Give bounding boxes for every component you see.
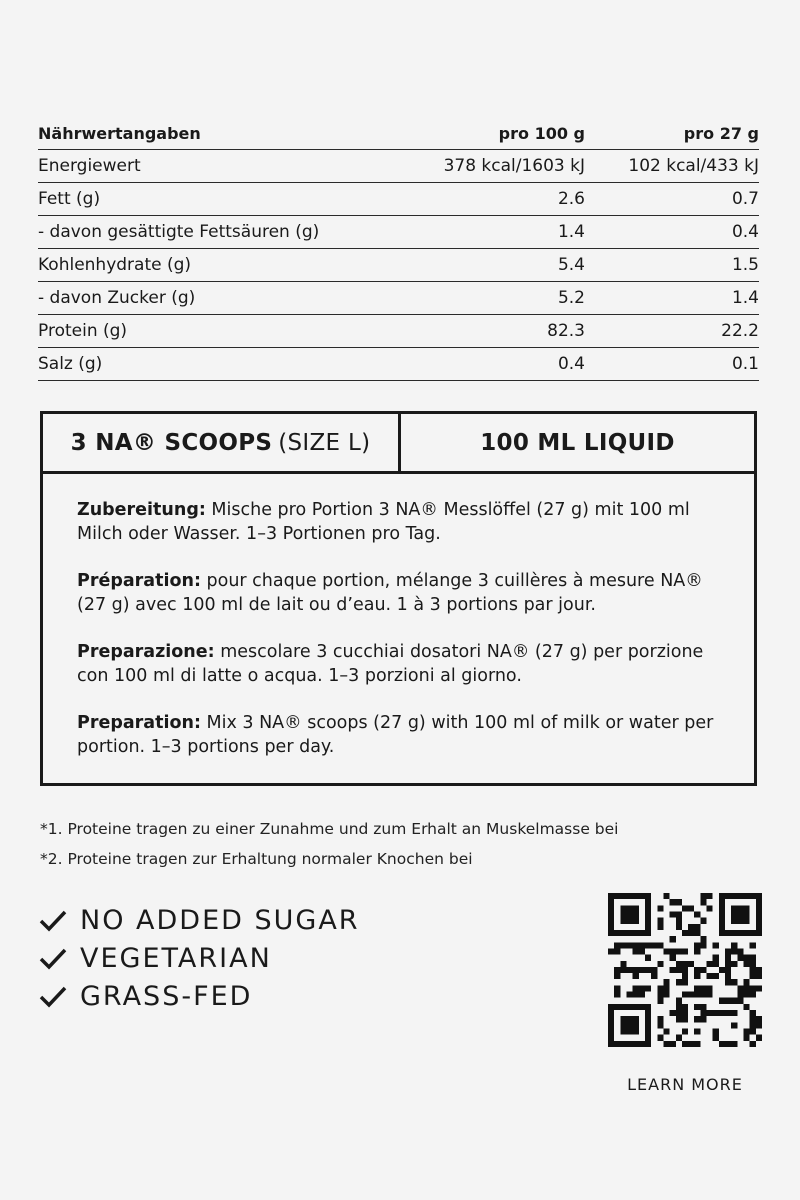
instruction-de: [77, 498, 720, 546]
nutrition-table: [38, 118, 759, 381]
nutrient-value-portion: 0.1: [585, 348, 759, 381]
nutrient-value-portion: 1.5: [585, 249, 759, 282]
table-row: [38, 183, 759, 216]
nutrient-value-100g: 5.2: [418, 282, 585, 315]
liquid-amount-cell: 100 ML LIQUID: [480, 429, 675, 456]
nutrient-value-100g: 378 kcal/1603 kJ: [418, 150, 585, 183]
claims-list: [38, 902, 360, 1016]
table-row: [38, 216, 759, 249]
nutrient-value-portion: 0.4: [585, 216, 759, 249]
claim-item: [38, 940, 360, 978]
nutrient-value-100g: 82.3: [418, 315, 585, 348]
nutrition-header-label: Nährwertangaben: [38, 118, 418, 150]
scoop-size-cell: [43, 414, 401, 471]
nutrient-name: - davon gesättigte Fettsäuren (g): [38, 216, 418, 249]
scoop-size: (SIZE L): [278, 429, 371, 456]
instruction-it: [77, 640, 720, 688]
claim-item: [38, 978, 360, 1016]
nutrient-value-portion: 102 kcal/433 kJ: [585, 150, 759, 183]
nutrient-name: Energiewert: [38, 150, 418, 183]
table-row: [38, 315, 759, 348]
instruction-text: mescolare 3 cucchiai dosatori NA® (27 g) per porzione con 100 ml di latte o acqua. 1–3 porzioni al giorno.: [77, 642, 704, 686]
nutrient-value-100g: 5.4: [418, 249, 585, 282]
instruction-text: pour chaque portion, mélange 3 cuillères à mesure NA® (27 g) avec 100 ml de lait ou d’eau. 1 à 3 portions par jour.: [77, 571, 703, 615]
instruction-label: Zubereitung:: [77, 500, 206, 520]
preparation-instructions: [43, 474, 754, 759]
claim-text: NO ADDED SUGAR: [80, 905, 360, 936]
claim-text: VEGETARIAN: [80, 943, 272, 974]
nutrient-value-portion: 0.7: [585, 183, 759, 216]
qr-code-icon[interactable]: [608, 893, 762, 1047]
nutrient-value-100g: 2.6: [418, 183, 585, 216]
nutrient-name: Fett (g): [38, 183, 418, 216]
nutrient-name: Kohlenhydrate (g): [38, 249, 418, 282]
nutrient-name: Protein (g): [38, 315, 418, 348]
claim-item: [38, 902, 360, 940]
nutrition-header-row: [38, 118, 759, 150]
nutrient-name: Salz (g): [38, 348, 418, 381]
claim-text: GRASS-FED: [80, 981, 253, 1012]
footnote-1: *1. Proteine tragen zu einer Zunahme und zum Erhalt an Muskelmasse bei: [40, 820, 619, 838]
preparation-box: [40, 411, 757, 786]
nutrient-value-100g: 1.4: [418, 216, 585, 249]
table-row: [38, 249, 759, 282]
instruction-text: Mische pro Portion 3 NA® Messlöffel (27 g) mit 100 ml Milch oder Wasser. 1–3 Portionen pro Tag.: [77, 500, 690, 544]
nutrient-name: - davon Zucker (g): [38, 282, 418, 315]
table-row: [38, 348, 759, 381]
instruction-label: Preparazione:: [77, 642, 215, 662]
nutrient-value-portion: 1.4: [585, 282, 759, 315]
check-icon: [38, 908, 68, 934]
nutrient-value-portion: 22.2: [585, 315, 759, 348]
instruction-label: Preparation:: [77, 713, 201, 733]
footnote-2: *2. Proteine tragen zur Erhaltung normaler Knochen bei: [40, 850, 473, 868]
instruction-fr: [77, 569, 720, 617]
preparation-header: [43, 414, 754, 474]
nutrition-header-per-portion: pro 27 g: [585, 118, 759, 150]
instruction-label: Préparation:: [77, 571, 201, 591]
nutrition-header-per-100g: pro 100 g: [418, 118, 585, 150]
table-row: [38, 150, 759, 183]
learn-more-label: LEARN MORE: [627, 1075, 743, 1094]
check-icon: [38, 946, 68, 972]
scoop-count: 3 NA® SCOOPS: [70, 429, 273, 456]
nutrient-value-100g: 0.4: [418, 348, 585, 381]
table-row: [38, 282, 759, 315]
check-icon: [38, 984, 68, 1010]
instruction-en: [77, 711, 720, 759]
instruction-text: Mix 3 NA® scoops (27 g) with 100 ml of milk or water per portion. 1–3 portions per day.: [77, 713, 714, 757]
